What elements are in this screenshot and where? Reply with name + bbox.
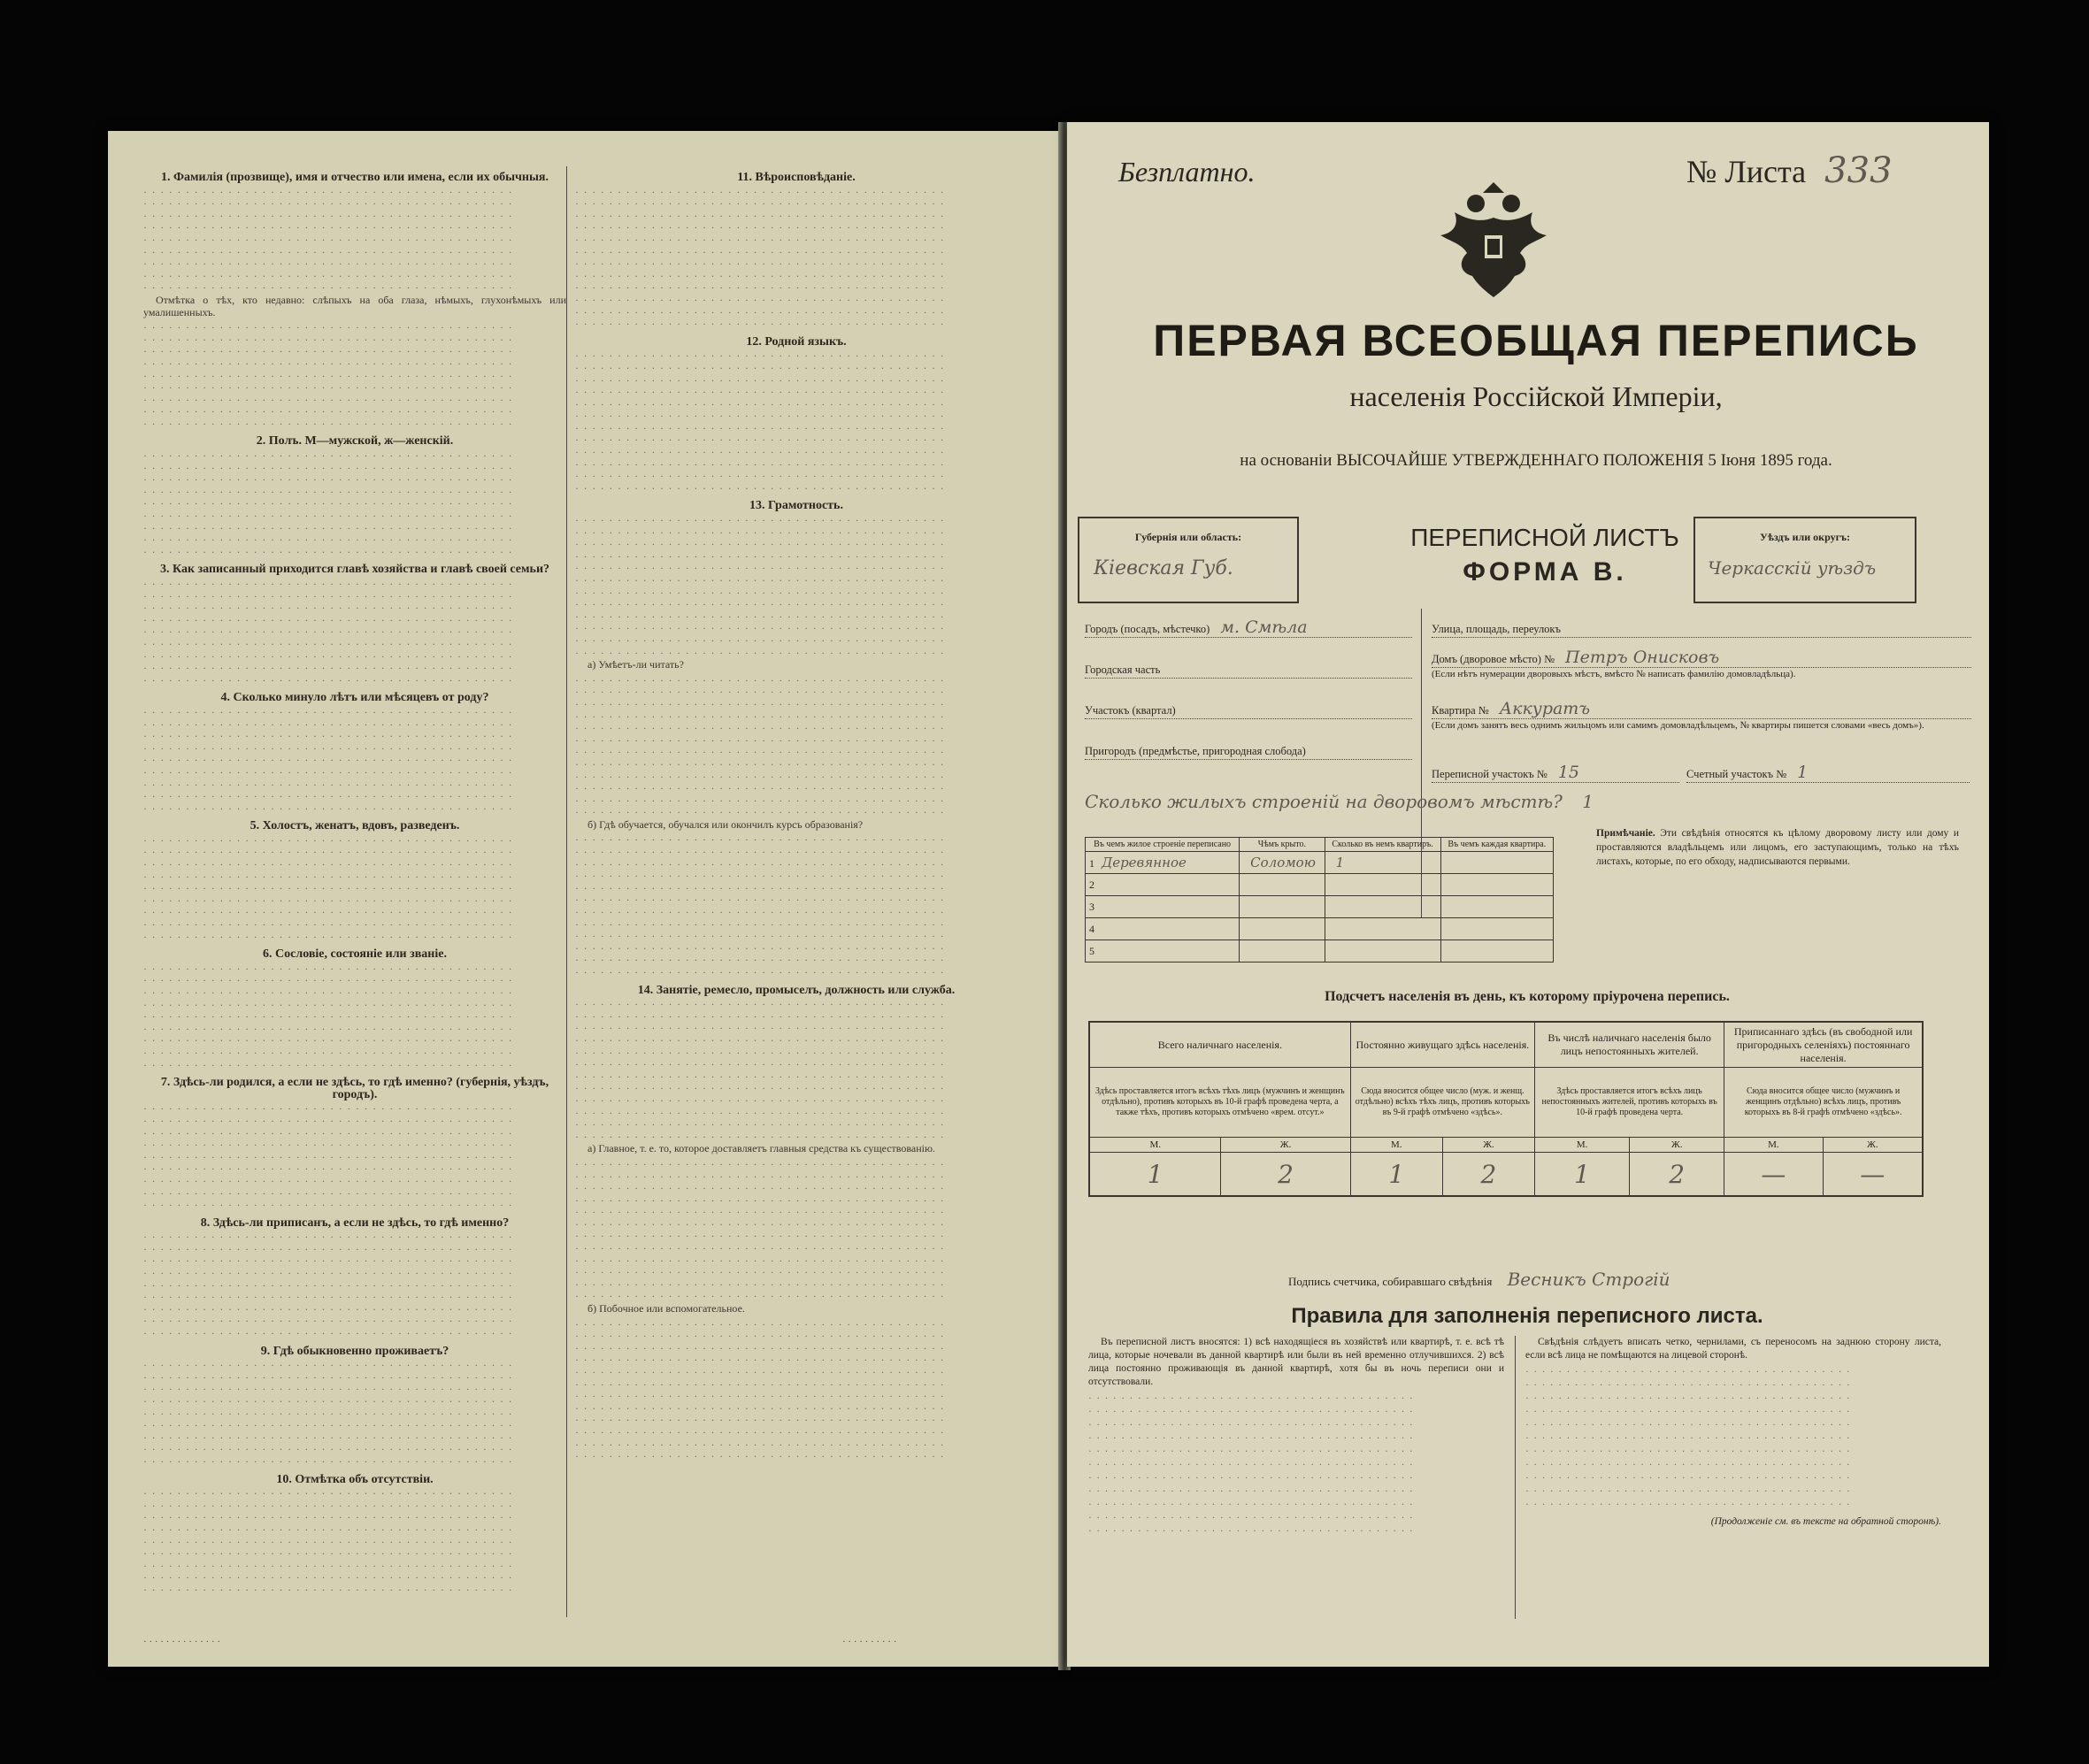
dwellings-cell	[1325, 874, 1440, 896]
population-table	[1088, 1021, 1924, 1197]
sex-label-cell: Ж.	[1221, 1138, 1350, 1153]
dwellings-table	[1085, 837, 1554, 963]
body-text-filler: · · · · · · · · · · · · · · · · · · · · · · · · · · · · · · · · · · · · · · · · · · · · · · · · · · · · · · · · · · · · · · · · · · · · · · · · · · · · · · · · · · · · · · · · · · · · · · · · · · · · · · · · · · · · · · · · · · · · · · · · · · · · · · · · · · · · · · · · · · · · · · · · · · · · · · · · · · · · · · · · · · · · · · · · · · · · · · · · · · · · · · · · · · · · · · · · · · · · · · · · · · · · · · · · · · · · · · · · · · · · · · · · · · · · · · · · · · · · · · · · · · · · · · · · · · · · · · · · · · · · · · · · · · · · · · · · · · · · · · · · · · · · · · · · · · · · · · · · · · · · · · · · · · · · · · · · · · · · · · · · · · · · · · · · · · · · · · · · · · · · · · · · · · · · · · · · · · · · · · · · · · · · · · · · · · · · · · · · · · · · · · · · · · · · · · · · · · · ·	[143, 705, 512, 815]
rules-divider	[1515, 1336, 1516, 1619]
dwellings-cell	[1086, 918, 1240, 940]
dwellings-row	[1086, 896, 1554, 918]
field-label: Счетный участокъ №	[1686, 768, 1787, 780]
instruction-heading: 7. Здѣсь-ли родился, а если не здѣсь, то гдѣ именно? (губернія, уѣздъ, городъ).	[160, 1076, 549, 1101]
body-text-filler: · · · · · · · · · · · · · · · · · · · · · · · · · · · · · · · · · · · · · · · · · · · · · · · · · · · · · · · · · · · · · · · · · · · · · · · · · · · · · · · · · · · · · · · · · · · · · · · · · · · · · · · · · · · · · · · · · · · · · · · · · · · · · · · · · · · · · · · · · · · · · · · · · · · · · · · · · · · · · · · · · · · · · · · · · · · · · · · · · · · · · · · · · · · · · · · · · · · · · · · · · · · · · · · · · · · · · · · · · · · · · · · · · · · · · · · · · · · · · · · · · · · · · · · · · · · · · · · · · · · · · · · · · · · · · · · · · · · · · · · · · · · · · · · · · · · · · · · · · · · · · · · · · · · · · · · · · · · · · · · · · · · · · · · · · · · · · · · · · · · · · · · · · · · · · · · · · · · · · · · · · · · · · · · · · · · · · · · · · · · · · · · · · · · · · · · · · · · ·	[143, 578, 512, 686]
body-text-filler: · · · · · · · · · · · · · · · · · · · · · · · · · · · · · · · · · · · · · · · · · · · · · · · · · · · · · · · · · · · · · · · · · · · · · · · · · · · · · · · · · · · · · · · · · · · · · · · · · · · · · · · · · · · · · · · · · · · · · · · · · · · · · · · · · · · · · · · · · · · · · · · · · · · · · · · · · · · · · · · · · · · · · · · · · · · · · · · · · · · · · · · · · · · · · · · · · · · · · · · · · · · · · · · · · · · · · · · · · · · · · · · · · · · · · · · · · · · · · · · · · · · · · · · · · · · · · · · · · · · · · · · · · · · · · · · · · · · · · · · · · · · · · · · · · · · · · · · · · · · · · · · · · · · · · · · · · · · · · · · · · · · · · · · · · · · · · · · · · · · · · · · · · · · · · · · · · · · · · · · · · · · · · · · · · · · · · · · · · · · · · · · · · · · · · · · · · · · · · · · · · · · · · · · · · · · · · · · · · · · · · · · · · · · · · · · · · · · · · · · · · · · · · · · · · · · · · · · · · · · · · · · · · · · · · · · · · · · · · · · · · · · · · · · · · · · · · · · · · · · · · · · · · · · · · · · · · · · · · · · · · · · · · · · ·	[575, 673, 944, 819]
row-number: 5	[1089, 944, 1094, 957]
population-column-desc: Здѣсь проставляется итогъ всѣхъ лицъ непостоянныхъ жителей, противъ которыхъ въ 10-й графѣ проведена черта.	[1535, 1068, 1724, 1138]
sex-label-cell: М.	[1535, 1138, 1630, 1153]
census-subtitle: населенія Россійской Имперіи,	[1349, 380, 1723, 412]
free-label: Безплатно.	[1118, 156, 1256, 188]
dwellings-cell	[1325, 940, 1440, 963]
instruction-text: а) Умѣетъ-ли читать?	[588, 658, 684, 671]
dwellings-cell	[1440, 918, 1553, 940]
instruction-text: б) Гдѣ обучается, обучался или окончилъ курсъ образованія?	[588, 817, 864, 831]
field-label: Городъ (посадъ, мѣстечко)	[1085, 623, 1210, 635]
field-value: 15	[1557, 763, 1580, 782]
population-count-cell: 2	[1630, 1153, 1724, 1197]
dwellings-value: Соломою	[1250, 855, 1316, 870]
address-field	[1686, 763, 1970, 782]
right-page	[1067, 122, 1989, 1667]
sheet-title: ПЕРЕПИСНОЙ ЛИСТЪ	[1410, 524, 1679, 551]
guberniya-value: Кіевская Губ.	[1094, 557, 1233, 579]
rules-paragraph-1: Въ переписной листъ вносятся: 1) всѣ находящіеся въ хозяйствѣ или квартирѣ, т. е. всѣ тѣ лица, которые ночевали въ данной квартирѣ или были въ ней временно отлучившихся. 2) всѣ лица постоянно проживающія въ данной квартирѣ, хотя бы въ ночь переписи они и отсутствовали.	[1088, 1337, 1504, 1387]
dwellings-cell	[1086, 874, 1240, 896]
sex-label-cell: М.	[1089, 1138, 1221, 1153]
body-text-filler: · · · · · · · · · · · · · · · · · · · · · · · · · · · · · · · · · · · · · · · · · · · · · · · · · · · · · · · · · · · · · · · · · · · · · · · · · · · · · · · · · · · · · · · · · · · · · · · · · · · · · · · · · · · · · · · · · · · · · · · · · · · · · · · · · · · · · · · · · · · · · · · · · · · · · · · · · · · · · · · · · · · · · · · · · · · · · · · · · · · · · · · · · · · · · · · · · · · · · · · · · · · · · · · · · · · · · · · · · · · · · · · · · · · · · · · · · · · · · · · · · · · · · · · · · · · · · · · · · · · · · · · · · · · · · · · · · · · · · · · · · · · · · · · · · · · · · · · · · · · · · · · · · · · · · · · · · · · · · · · · · · · · · · · · · · · · · · · · · · · · · · · · · · · · · · · · · · · · · · · · · · · · · · · · · · · · · · · · · · · · · · · · · · · · · · · · · · · · · · · · · · · · · · · · · · · · · · · · · · · · · · · · · · · · · · · · · · · · · · · · · · · · · · · · · · · · · · · · · · · · · · · · · · · · · · · · · · · · · · · · · · · · · · · · · · · · · · · · · · · · · · · · · · · · · · · · · · · · · · · · · · · · · · · ·	[575, 1317, 944, 1463]
body-text-filler: · · · · · · · · · · · · · · · · · · · · · · · · · · · · · · · · · · · · · · · · · · · · · · · · · · · · · · · · · · · · · · · · · · · · · · · · · · · · · · · · · · · · · · · · · · · · · · · · · · · · · · · · · · · · · · · · · · · · · · · · · · · · · · · · · · · · · · · · · · · · · · · · · · · · · · · · · · · · · · · · · · · · · · · · · · · · · · · · · · · · · · · · · · · · · · · · · · · · · · · · · · · · · · · · · · · · · · · · · · · · · · · · · · · · · · · · · · · · · · · · · · · · · · · · · · · · · · · · · · · · · · · · · · · · · · · · · · · · · · · · · · · · · · · · · · · · · · · · · · · · · · · · · · · · · · · · · · · · · · · · · · · · · · · · · · · · · · · · · · · · · · · · · · · · · · · · · · · · · · · · · · · · · · · · · · · · · · · · · · · · · · · · · · · · · · · · · · · ·	[143, 1359, 512, 1468]
population-count-cell: 1	[1089, 1153, 1221, 1197]
instruction-heading: 2. Полъ. М—мужской, ж—женскій.	[256, 434, 454, 449]
dwellings-row	[1086, 918, 1554, 940]
body-text-filler: · · · · · · · · · · · · · · · · · · · · · · · · · · · · · · · · · · · · · · · · · · · · · · · · · · · · · · · · · · · · · · · · · · · · · · · · · · · · · · · · · · · · · · · · · · · · · · · · · · · · · · · · · · · · · · · · · · · · · · · · · · · · · · · · · · · · · · · · · · · · · · · · · · · · · · · · · · · · · · · · · · · · · · · · · · · · · · · · · · · · · · · · · · · · · · · · · · · · · · · · · · · · · · · · · · · · · · · · · · · · · · · · · · · · · · · · · · · · · · · · · · · · · · · · · · · · · · · · · · · · · · · · · · · · · · · · · · · · · · · · · · · · · · · · · · · · · · · · · · · · · · · · · · · · · · · · · · · · · · · · · · · · · · · · · · · · · · · · · · · · · · · · · · · · · · · · · · · · · · · · · · · · · · · · · · · · · · · · · · · · · · · · · · · · · · · · · · · · · · · · · · · · · · · · · · · · · · · · · · · · · · · · · · · · · · · · · · · · · · · · · · · · · · · · · · · · · · · · · · · · · · · · · · · · · · · · · · · · · · · · · · · · · · · · · · · · · · · · · · · · · · · · · · · · · · · · · · · · · · · · · · · · · · · ·	[575, 349, 944, 495]
instruction-heading: 8. Здѣсь-ли приписанъ, а если не здѣсь, то гдѣ именно?	[200, 1216, 510, 1230]
rules-continued: (Продолженіе см. въ тексте на обратной сторонѣ).	[1710, 1516, 1941, 1527]
dwellings-cell	[1240, 940, 1325, 963]
instruction-heading: 12. Родной языкъ.	[746, 334, 847, 349]
population-column-head: Постоянно живущаго здѣсь населенія.	[1350, 1022, 1534, 1068]
population-count-cell: 2	[1442, 1153, 1534, 1197]
dwellings-question	[1085, 791, 1594, 812]
body-text-filler: · · · · · · · · · · · · · · · · · · · · · · · · · · · · · · · · · · · · · · · · · · · · · · · · · · · · · · · · · · · · · · · · · · · · · · · · · · · · · · · · · · · · · · · · · · · · · · · · · · · · · · · · · · · · · · · · · · · · · · · · · · · · · · · · · · · · · · · · · · · · · · · · · · · · · · · · · · · · · · · · · · · · · · · · · · · · · · · · · · · · · · · · · · · · · · · · · · · · · · · · · · · · · · · · · · · · · · · · · · · · · · · · · · · · · · · · · · · · · · · · · · · · · · · · · · · · · · · · · · · · · · · · · · · · · · · · · · · · · · · · · · · · · · · · · · · · · · · · · · · · · · · · · · · · · · · · · · · · · · · · · · · · · · · · · · · · · · · · · · · · · · · · · · · · · · · · · · · · · · · · · · · · · · · · · · · · · · · · · · · · · · · · · · · · · · · · · · · · · · · · · · · · · · · · · · · · · · · · · · · · · · · · · · · · · · · · · · · · · · · · · · · · · · · · · · · · · · · · · · · · · · · · · · · · · · · · · · · · · · · · · · · · · · · · · · · · · · · · · · · · · · · · · · · · · · · · · · · · · · · · · · · · · · · ·	[575, 1157, 944, 1303]
census-title: ПЕРВАЯ ВСЕОБЩАЯ ПЕРЕПИСЬ	[1153, 316, 1919, 365]
body-text-filler: · · · · · · · · · · · · · · · · · · · · · · · · · · · · · · · · · · · · · · · · · · · · · · · · · · · · · · · · · · · · · · · · · · · · · · · · · · · · · · · · · · · · · · · · · · · · · · · · · · · · · · · · · · · · · · · · · · · · · · · · · · · · · · · · · · · · · · · · · · · · · · · · · · · · · · · · · · · · · · · · · · · · · · · · · · · · · · · · · · · · · · · · · · · · · · · · · · · · · · · · · · · · · · · · · · · · · · · · · · · · · · · · · · · · · · · · · · · · · · · · · · · · · · · · · · · · · · · · · · · · · · · · · · · · · · · · · · · · · · · · · · · · · · · · · · · · · · · · · · · · · · · · · · · · · · · · · · · · · · · · · · · · · · · · · · · · · · · · · · · · · · · · · · · · · · · · · · · · · · · · · · · · · · · · · · · · · · · · · · · · · · · · · · · · · · · · · · · ·	[143, 321, 512, 430]
body-text-filler: · · · · · · · · · · · · · · · · · · · · · · · · · · · · · · · · · · · · · · · · · · · · · · · · · · · · · · · · · · · · · · · · · · · · · · · · · · · · · · · · · · · · · · · · · · · · · · · · · · · · · · · · · · · · · · · · · · · · · · · · · · · · · · · · · · · · · · · · · · · · · · · · · · · · · · · · · · · · · · · · · · · · · · · · · · · · · · · · · · · · · · · · · · · · · · · · · · · · · · · · · · · · · · · · · · · · · · · · · · · · · · · · · · · · · · · · · · · · · · · · · · · · · · · · · · · · · · · · · · · · · · · · · · · · · · · · · · · · · · · · · · · · · · · · · · · · · · · · · · · · · · · · · · · · · · · · · · · · · · · · · · · · · · · · · · · · · · · · · · · · · · · · · · · · · · · · · · · · · · · · · · · · · · · · · · · · · · · · · · · · · · · · · · · · · · · · · · · · · · · · · · · · · · · · · · · · · · · · · · · · · · · · · · · · · · · · · · · · · · · · · · · · · · · · · · · · · · · · · · · · · · · · · · · · · · · · · · · · · · · · · · · · · · · · · · · · · · · · · · · · · · · · · · · · · · · · · · · · · · · · · · · · · · · ·	[575, 185, 944, 331]
body-text-filler: · · · · · · · · · · · · · · · · · · · · · · · · · · · · · · · · · · · · · · · · · · · · · · · · · · · · · · · · · · · · · · · · · · · · · · · · · · · · · · · · · · · · · · · · · · · · · · · · · · · · · · · · · · · · · · · · · · · · · · · · · · · · · · · · · · · · · · · · · · · · · · · · · · · · · · · · · · · · · · · · · · · · · · · · · · · · · · · · · · · · · · · · · · · · · · · · · · · · · · · · · · · · · · · · · · · · · · · · · · · · · · · · · · · · · · · · · · · · · · · · · · · · · · · · · · · · · · · · · · · · · · · · · · · · · · · · · · · · · · · · · · · · · · · · · · · · · · · · · · · · · · · · · · · · · · · · · · · · · · · · · · · · · · · · · · · · · · · · · · · · · · · · · · · · · · · · · · · · · · · · · · · · · · · · · · · · · · · · · · · · · · · · · · · · · · · · · · · ·	[143, 185, 512, 295]
instruction-heading: 14. Занятіе, ремесло, промыселъ, должность или служба.	[637, 983, 956, 997]
population-title: Подсчетъ населенія въ день, къ которому пріурочена перепись.	[1325, 989, 1730, 1004]
body-text-filler: · · · · · · · · · · · · · · · · · · · · · · · · · · · · · · · · · · · · · · · · · · · · · · · · · · · · · · · · · · · · · · · · · · · · · · · · · · · · · · · · · · · · · · · · · · · · · · · · · · · · · · · · · · · · · · · · · · · · · · · · · · · · · · · · · · · · · · · · · · · · · · · · · · · · · · · · · · · · · · · · · · · · · · · · · · · · · · · · · · · · · · · · · · · · · · · · · · · · · · · · · · · · · · · · · · · · · · · · · · · · · · · · · · · · · · · · · · · · · · · · · · · · · · · · · · · · · · · · · · · · · · · · · · · · · · · · · · · · · · · · · · · · · · · · · · · · · · · · · · · · · · · · · · · · · · · · · · · · · · · · · · · · · · · · · · · · · · · · · · · · · · · · · · · · · · · · · · · · · · · · · · · · · · · · · · · · · · · · · · · · · · · · · · · · · · · · · · · ·	[143, 1102, 512, 1212]
field-rule	[1432, 637, 1971, 638]
uezd-label: Уѣздъ или округъ:	[1759, 531, 1851, 543]
guberniya-box	[1078, 517, 1299, 603]
population-count-cell: —	[1823, 1153, 1923, 1197]
sex-label-cell: Ж.	[1823, 1138, 1923, 1153]
dwellings-row	[1086, 852, 1554, 874]
field-rule	[1432, 718, 1971, 719]
body-text-filler: · · · · · · · · · · · · · · · · · · · · · · · · · · · · · · · · · · · · · · · · · · · · · · · · · · · · · · · · · · · · · · · · · · · · · · · · · · · · · · · · · · · · · · · · · · · · · · · · · · · · · · · · · · · · · · · · · · · · · · · · · · · · · · · · · · · · · · · · · · · · · · · · · · · · · · · · · · · · · · · · · · · · · · · · · · · · · · · · · · · · · · · · · · · · · · · · · · · · · · · · · · · · · · · · · · · · · · · · · · · · · · · · · · · · · · · · · · · · · · · · · · · · · · · · · · · · · · · · · · · · · · · · · · · · · · · · · · · · · · · · · · · · · · · · · · · · · · · · · · · · · · · · · · · · · · · · · · · · · · · · · · · · · · · · · · · · · · · · · · · · · · · · · · · · · · · · · · · · · · · · · · · · · · · · · · · · · · · · · · · · · · · · · · · · · · · · · · · · · · · · · · · · · · · · · · · · · · · · · · · · · · · · · · · · · · · · · · · · · · · · · · · · · · · · · · · · · · · · · · · · · · · · · · · · · · · · · · · · · · · · · · · · · · · · · · · · · · · · · · · · · · · · · · · · · · · · · · · · · · · · · · · · · · · ·	[575, 998, 944, 1143]
dwellings-cell	[1440, 940, 1553, 963]
field-label: Переписной участокъ №	[1432, 768, 1548, 780]
population-count-cell: 1	[1535, 1153, 1630, 1197]
uezd-value: Черкасскій уѣздъ	[1708, 557, 1877, 579]
dwellings-cell	[1440, 896, 1553, 918]
dwellings-cell	[1440, 852, 1553, 874]
dwellings-cell	[1240, 852, 1325, 874]
rules-filler-2: · · · · · · · · · · · · · · · · · · · · · · · · · · · · · · · · · · · · · · · · · · · · · · · · · · · · · · · · · · · · · · · · · · · · · · · · · · · · · · · · · · · · · · · · · · · · · · · · · · · · · · · · · · · · · · · · · · · · · · · · · · · · · · · · · · · · · · · · · · · · · · · · · · · · · · · · · · · · · · · · · · · · · · · · · · · · · · · · · · · · · · · · · · · · · · · · · · · · · · · · · · · · · · · · · · · · · · · · · · · · · · · · · · · · · · · · · · · · · · · · · · · · · · · · · · · · · · · · · · · · · · · · · · · · · · · · · · · · · · · · · · · · · · · · · · · · · · · · · · · · · · · · · · · · · · · · · · · · · · · · · · · · · · · · · · · · · · · · · · · · · · · · · · · · · · · · · · · · · · · · · · · · · · · · · · · · · · · · · · · · · · · · · · · · · · · · · · · · · · · · · · · · · · · · · · · · · · · · · · · · · · · · · · · · · · · · · · · · · · · ·	[1525, 1367, 1851, 1510]
sheet-number-label: № Листа	[1686, 154, 1807, 189]
body-text-filler: · · · · · · · · · · · · · · · · · · · · · · · · · · · · · · · · · · · · · · · · · · · · · · · · · · · · · · · · · · · · · · · · · · · · · · · · · · · · · · · · · · · · · · · · · · · · · · · · · · · · · · · · · · · · · · · · · · · · · · · · · · · · · · · · · · · · · · · · · · · · · · · · · · · · · · · · · · · · · · · · · · · · · · · · · · · · · · · · · · · · · · · · · · · · · · · · · · · · · · · · · · · · · · · · · · · · · · · · · · · · · · · · · · · · · · · · · · · · · · · · · · · · · · · · · · · · · · · · · · · · · · · · · · · · · · · · · · · · · · · · · · · · · · · · · · · · · · · · · · · · · · · · · · · · · · · · · · · · · · · · · · · · · · · · · · · · · · · · · · · · · · · · · · · · · · · · · · · · · · · · · · · · · · · · · · · · · · · · · · · · · · · · · · · · · · · · · · · ·	[143, 833, 512, 943]
dwellings-header-cell: Въ чемъ каждая квартира.	[1440, 838, 1553, 852]
instruction-heading: 5. Холостъ, женатъ, вдовъ, разведенъ.	[250, 819, 460, 833]
sheet-number	[1686, 150, 1893, 191]
instruction-heading: 1. Фамилія (прозвище), имя и отчество или имена, если их обычныя.	[160, 171, 549, 184]
body-text-filler: · · · · · · · · · · · · · · · · · · · · · · · · · · · · · · · · · · · · · · · · · · · · · · · · · · · · · · · · · · · · · · · · · · · · · · · · · · · · · · · · · · · · · · · · · · · · · · · · · · · · · · · · · · · · · · · · · · · · · · · · · · · · · · · · · · · · · · · · · · · · · · · · · · · · · · · · · · · · · · · · · · · · · · · · · · · · · · · · · · · · · · · · · · · · · · · · · · · · · · · · · · · · · · · · · · · · · · · · · · · · · · · · · · · · · · · · · · · · · · · · · · · · · · · · · · · · · · · · · · · · · · · · · · · · · · · · · · · · · · · · · · · · · · · · · · · · · · · · · · · · · · · · · · · · · · · · · · · · · · · · · · · · · · · · · · · · · · · · · · · · · · · · · · · · · · · · · · · · · · · · · · · · · · · · · · · · · · · · · · · · · · · · · · · · · · · · · · · ·	[143, 449, 512, 558]
dwellings-value: 1	[1335, 855, 1345, 870]
instruction-text: а) Главное, т. е. то, которое доставляетъ главныя средства къ существованію.	[588, 1142, 935, 1155]
dwellings-header-cell: Чѣмъ крыто.	[1240, 838, 1325, 852]
field-label: Участокъ (квартал)	[1085, 704, 1176, 717]
legal-basis-line: на основаніи ВЫСОЧАЙШЕ УТВЕРЖДЕННАГО ПОЛОЖЕНІЯ 5 Іюня 1895 года.	[1240, 451, 1832, 470]
left-footer-right: · · · · · · · · · ·	[842, 1637, 897, 1647]
dwellings-cell	[1086, 940, 1240, 963]
population-column-head: Всего наличнаго населенія.	[1089, 1022, 1350, 1068]
population-count-cell: —	[1724, 1153, 1823, 1197]
body-text-filler: · · · · · · · · · · · · · · · · · · · · · · · · · · · · · · · · · · · · · · · · · · · · · · · · · · · · · · · · · · · · · · · · · · · · · · · · · · · · · · · · · · · · · · · · · · · · · · · · · · · · · · · · · · · · · · · · · · · · · · · · · · · · · · · · · · · · · · · · · · · · · · · · · · · · · · · · · · · · · · · · · · · · · · · · · · · · · · · · · · · · · · · · · · · · · · · · · · · · · · · · · · · · · · · · · · · · · · · · · · · · · · · · · · · · · · · · · · · · · · · · · · · · · · · · · · · · · · · · · · · · · · · · · · · · · · · · · · · · · · · · · · · · · · · · · · · · · · · · · · · · · · · · · · · · · · · · · · · · · · · · · · · · · · · · · · · · · · · · · · · · · · · · · · · · · · · · · · · · · · · · · · · · · · · · · · · · · · · · · · · · · · · · · · · · · · · · · · · ·	[143, 962, 512, 1071]
dwellings-row	[1086, 940, 1554, 963]
field-rule	[1432, 782, 1679, 783]
address-field	[1085, 617, 1412, 637]
instruction-text: Отмѣтка о тѣх, кто недавно: слѣпыхъ на оба глаза, нѣмыхъ, глухонѣмыхъ или умалишенныхъ.	[143, 293, 566, 318]
sex-label-cell: М.	[1724, 1138, 1823, 1153]
field-rule	[1085, 759, 1412, 760]
left-footer-left: · · · · · · · · · · · · · ·	[143, 1637, 221, 1647]
body-text-filler: · · · · · · · · · · · · · · · · · · · · · · · · · · · · · · · · · · · · · · · · · · · · · · · · · · · · · · · · · · · · · · · · · · · · · · · · · · · · · · · · · · · · · · · · · · · · · · · · · · · · · · · · · · · · · · · · · · · · · · · · · · · · · · · · · · · · · · · · · · · · · · · · · · · · · · · · · · · · · · · · · · · · · · · · · · · · · · · · · · · · · · · · · · · · · · · · · · · · · · · · · · · · · · · · · · · · · · · · · · · · · · · · · · · · · · · · · · · · · · · · · · · · · · · · · · · · · · · · · · · · · · · · · · · · · · · · · · · · · · · · · · · · · · · · · · · · · · · · · · · · · · · · · · · · · · · · · · · · · · · · · · · · · · · · · · · · · · · · · · · · · · · · · · · · · · · · · · · · · · · · · · · · · · · · · · · · · · · · · · · · · · · · · · · · · · · · · · · ·	[143, 1231, 512, 1340]
dwellings-cell	[1325, 896, 1440, 918]
address-field	[1085, 699, 1412, 718]
imperial-eagle-emblem	[1432, 180, 1555, 303]
address-field	[1432, 617, 1971, 637]
form-label: ФОРМА В.	[1463, 557, 1627, 587]
body-text-filler: · · · · · · · · · · · · · · · · · · · · · · · · · · · · · · · · · · · · · · · · · · · · · · · · · · · · · · · · · · · · · · · · · · · · · · · · · · · · · · · · · · · · · · · · · · · · · · · · · · · · · · · · · · · · · · · · · · · · · · · · · · · · · · · · · · · · · · · · · · · · · · · · · · · · · · · · · · · · · · · · · · · · · · · · · · · · · · · · · · · · · · · · · · · · · · · · · · · · · · · · · · · · · · · · · · · · · · · · · · · · · · · · · · · · · · · · · · · · · · · · · · · · · · · · · · · · · · · · · · · · · · · · · · · · · · · · · · · · · · · · · · · · · · · · · · · · · · · · · · · · · · · · · · · · · · · · · · · · · · · · · · · · · · · · · · · · · · · · · · · · · · · · · · · · · · · · · · · · · · · · · · · · · · · · · · · · · · · · · · · · · · · · · · · · · · · · · · · ·	[143, 1487, 512, 1596]
rules-column-2	[1525, 1336, 1941, 1529]
instructions-column-2	[575, 166, 1018, 1463]
instruction-heading: 9. Гдѣ обыкновенно проживаетъ?	[260, 1344, 449, 1358]
address-field	[1432, 648, 1971, 667]
instruction-heading: 13. Грамотность.	[749, 499, 843, 513]
row-number: 1	[1089, 857, 1094, 870]
field-label: Квартира №	[1432, 704, 1489, 717]
row-number: 3	[1089, 900, 1094, 913]
instruction-heading: 3. Как записанный приходится главѣ хозяйства и главѣ своей семьи?	[159, 563, 550, 577]
population-column-desc: Сюда вносится общее число (муж. и женщ. отдѣльно) всѣхъ тѣхъ лицъ, противъ которыхъ въ 9-й графѣ отмѣчено «здѣсь».	[1350, 1068, 1534, 1138]
field-rule	[1686, 782, 1970, 783]
population-column-head: Въ числѣ наличнаго населенія было лицъ непостоянныхъ жителей.	[1535, 1022, 1724, 1068]
note-title: Примѣчаніе.	[1596, 828, 1655, 839]
field-value: 1	[1797, 763, 1809, 782]
instruction-text: б) Побочное или вспомогательное.	[588, 1302, 745, 1315]
dwellings-cell	[1325, 852, 1440, 874]
dwellings-cell	[1240, 874, 1325, 896]
field-rule	[1432, 667, 1971, 668]
note-text: Эти свѣдѣнія относятся къ цѣлому дворовому листу или дому и проставляются владѣльцемъ или лицомъ, его заступающимъ, только на тѣхъ листахъ, которые, по его обходу, надписываются первыми.	[1596, 828, 1959, 867]
rules-paragraph-2: Свѣдѣнія слѣдуетъ вписать четко, чернилами, съ переносомъ на заднюю сторону листа, если всѣ лица не помѣщаются на лицевой сторонѣ.	[1525, 1337, 1941, 1361]
dwellings-cell	[1440, 874, 1553, 896]
field-rule	[1085, 637, 1412, 638]
field-label: Городская часть	[1085, 663, 1161, 676]
dwellings-cell	[1240, 918, 1325, 940]
signature-line	[1288, 1269, 1670, 1290]
instruction-heading: 6. Сословіе, состояніе или званіе.	[263, 947, 447, 962]
address-field	[1085, 658, 1412, 678]
rules-column-1	[1088, 1336, 1504, 1538]
dwellings-value: Деревянное	[1102, 855, 1187, 870]
population-count-cell: 2	[1221, 1153, 1350, 1197]
instruction-heading: 4. Сколько минуло лѣтъ или мѣсяцевъ от роду?	[220, 691, 489, 705]
address-note: (Если домъ занятъ весь однимъ жильцомъ или самимъ домовладѣльцемъ, № квартиры пишется словами «весь домъ»).	[1432, 720, 1924, 731]
signature-value: Весникъ Строгій	[1507, 1269, 1670, 1290]
field-value: Аккуратъ	[1499, 699, 1590, 718]
population-column-desc: Сюда вносится общее число (мужчинъ и женщинъ отдѣльно) всѣхъ лицъ, противъ которыхъ въ 8-й графѣ отмѣчено «здѣсь».	[1724, 1068, 1923, 1138]
dwellings-cell	[1240, 896, 1325, 918]
dwellings-note	[1596, 826, 1959, 869]
rules-filler-1: · · · · · · · · · · · · · · · · · · · · · · · · · · · · · · · · · · · · · · · · · · · · · · · · · · · · · · · · · · · · · · · · · · · · · · · · · · · · · · · · · · · · · · · · · · · · · · · · · · · · · · · · · · · · · · · · · · · · · · · · · · · · · · · · · · · · · · · · · · · · · · · · · · · · · · · · · · · · · · · · · · · · · · · · · · · · · · · · · · · · · · · · · · · · · · · · · · · · · · · · · · · · · · · · · · · · · · · · · · · · · · · · · · · · · · · · · · · · · · · · · · · · · · · · · · · · · · · · · · · · · · · · · · · · · · · · · · · · · · · · · · · · · · · · · · · · · · · · · · · · · · · · · · · · · · · · · · · · · · · · · · · · · · · · · · · · · · · · · · · · · · · · · · · · · · · · · · · · · · · · · · · · · · · · · · · · · · · · · · · · · · · · · · · · · · · · · · · · · · · · · · · · · · · · · · · · · · · · · · · · · · · · · · · · · · · · · · · · · · · ·	[1088, 1393, 1414, 1537]
sex-label-cell: Ж.	[1630, 1138, 1724, 1153]
address-note: (Если нѣтъ нумерации дворовыхъ мѣстъ, вмѣсто № написать фамилію домовладѣльца).	[1432, 669, 1796, 679]
signature-label: Подпись счетчика, собиравшаго свѣдѣнія	[1288, 1275, 1493, 1288]
instruction-heading: 10. Отмѣтка объ отсутствіи.	[276, 1472, 434, 1486]
field-rule	[1085, 678, 1412, 679]
uezd-box	[1693, 517, 1916, 603]
guberniya-label: Губернія или область:	[1134, 531, 1242, 543]
sex-label-cell: Ж.	[1442, 1138, 1534, 1153]
population-column-desc: Здѣсь проставляется итогъ всѣхъ тѣхъ лицъ (мужчинъ и женщинъ отдѣльно), противъ которыхъ въ 10-й графѣ проведена черта, а также тѣхъ, противъ которыхъ отмѣчено «врем. отсут.»	[1089, 1068, 1350, 1138]
field-rule	[1085, 718, 1412, 719]
dwellings-cell	[1086, 852, 1240, 874]
sheet-number-value: 333	[1824, 150, 1893, 191]
row-number: 2	[1089, 878, 1094, 891]
dwellings-value: 1	[1582, 791, 1594, 812]
dwellings-label: Сколько жилыхъ строеній на дворовомъ мѣстѣ?	[1085, 791, 1563, 812]
address-field	[1432, 699, 1971, 718]
body-text-filler: · · · · · · · · · · · · · · · · · · · · · · · · · · · · · · · · · · · · · · · · · · · · · · · · · · · · · · · · · · · · · · · · · · · · · · · · · · · · · · · · · · · · · · · · · · · · · · · · · · · · · · · · · · · · · · · · · · · · · · · · · · · · · · · · · · · · · · · · · · · · · · · · · · · · · · · · · · · · · · · · · · · · · · · · · · · · · · · · · · · · · · · · · · · · · · · · · · · · · · · · · · · · · · · · · · · · · · · · · · · · · · · · · · · · · · · · · · · · · · · · · · · · · · · · · · · · · · · · · · · · · · · · · · · · · · · · · · · · · · · · · · · · · · · · · · · · · · · · · · · · · · · · · · · · · · · · · · · · · · · · · · · · · · · · · · · · · · · · · · · · · · · · · · · · · · · · · · · · · · · · · · · · · · · · · · · · · · · · · · · · · · · · · · · · · · · · · · · · · · · · · · · · · · · · · · · · · · · · · · · · · · · · · · · · · · · · · · · · · · · · · · · · · · · · · · · · · · · · · · · · · · · · · · · · · · · · · · · · · · · · · · · · · · · · · · · · · · · · · · · · · · · · · · · · · · · · · · · · · · · · · · · · · · · ·	[575, 514, 944, 659]
rules-title: Правила для заполненія переписного листа.	[1291, 1304, 1763, 1328]
address-field	[1432, 763, 1679, 782]
instructions-column-1	[143, 166, 566, 1597]
row-number: 4	[1089, 922, 1094, 935]
body-text-filler: · · · · · · · · · · · · · · · · · · · · · · · · · · · · · · · · · · · · · · · · · · · · · · · · · · · · · · · · · · · · · · · · · · · · · · · · · · · · · · · · · · · · · · · · · · · · · · · · · · · · · · · · · · · · · · · · · · · · · · · · · · · · · · · · · · · · · · · · · · · · · · · · · · · · · · · · · · · · · · · · · · · · · · · · · · · · · · · · · · · · · · · · · · · · · · · · · · · · · · · · · · · · · · · · · · · · · · · · · · · · · · · · · · · · · · · · · · · · · · · · · · · · · · · · · · · · · · · · · · · · · · · · · · · · · · · · · · · · · · · · · · · · · · · · · · · · · · · · · · · · · · · · · · · · · · · · · · · · · · · · · · · · · · · · · · · · · · · · · · · · · · · · · · · · · · · · · · · · · · · · · · · · · · · · · · · · · · · · · · · · · · · · · · · · · · · · · · · · · · · · · · · · · · · · · · · · · · · · · · · · · · · · · · · · · · · · · · · · · · · · · · · · · · · · · · · · · · · · · · · · · · · · · · · · · · · · · · · · · · · · · · · · · · · · · · · · · · · · · · · · · · · · · · · · · · · · · · · · · · · · · · · · · · · ·	[575, 833, 944, 978]
population-column-head: Приписаннаго здѣсь (въ свободной или пригородныхъ селеніяхъ) постояннаго населенія.	[1724, 1022, 1923, 1068]
dwellings-cell	[1086, 896, 1240, 918]
dwellings-header-cell: Сколько въ немъ квартиръ.	[1325, 838, 1440, 852]
dwellings-cell	[1325, 918, 1440, 940]
left-page	[108, 131, 1062, 1667]
dwellings-row	[1086, 874, 1554, 896]
column-divider	[566, 166, 567, 1617]
instruction-heading: 11. Вѣроисповѣданіе.	[737, 171, 856, 184]
field-value: м. Смѣла	[1220, 617, 1308, 637]
field-label: Пригородъ (предмѣстье, пригородная слобода)	[1085, 745, 1306, 757]
field-label: Домъ (дворовое мѣсто) №	[1432, 653, 1555, 665]
sex-label-cell: М.	[1350, 1138, 1442, 1153]
dwellings-header-cell: Въ чемъ жилое строеніе переписано	[1086, 838, 1240, 852]
population-count-cell: 1	[1350, 1153, 1442, 1197]
field-value: Петръ Онисковъ	[1565, 648, 1720, 667]
field-label: Улица, площадь, переулокъ	[1432, 623, 1561, 635]
address-field	[1085, 740, 1412, 759]
